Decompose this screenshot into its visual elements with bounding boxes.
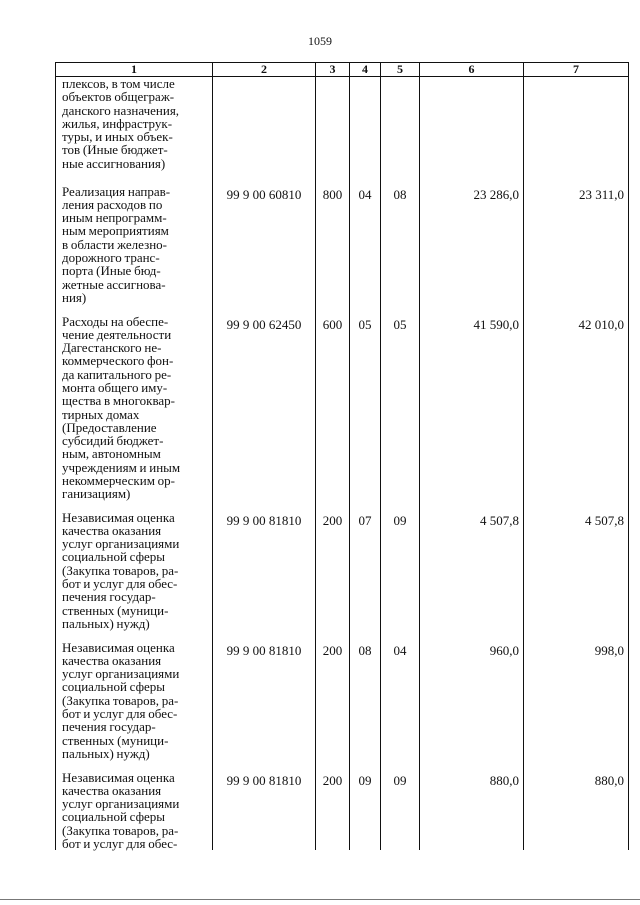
description-line: объектов общеграж- <box>62 89 175 105</box>
description-line: данского назначения, <box>62 102 180 118</box>
description-line: качества оказания <box>62 522 162 538</box>
amount-year-1: 4 507,8 <box>420 511 524 641</box>
expense-description <box>56 185 213 315</box>
description-line: Расходы на обеспе- <box>62 313 169 329</box>
description-line: качества оказания <box>62 652 162 668</box>
description-line: бот и услуг для обес- <box>62 705 178 721</box>
amount-year-2: 42 010,0 <box>524 315 629 511</box>
subsection-code <box>381 77 420 185</box>
description-line: качества оказания <box>62 782 162 798</box>
description-line: ным мероприятиям <box>62 223 169 239</box>
amount-year-1: 23 286,0 <box>420 185 524 315</box>
header-col-6: 6 <box>420 63 524 77</box>
description-line: плексов, в том числе <box>62 76 175 91</box>
amount-year-2: 23 311,0 <box>524 185 629 315</box>
header-col-7: 7 <box>524 63 629 77</box>
header-row <box>56 63 629 77</box>
table-row <box>56 315 629 511</box>
description-line: Независимая оценка <box>62 639 175 655</box>
header-col-1: 1 <box>56 63 213 77</box>
description-line: услуг организациями <box>62 796 180 812</box>
description-line: иным непрограмм- <box>62 210 167 226</box>
description-line: тирных домах <box>62 406 140 422</box>
header-col-3: 3 <box>316 63 350 77</box>
table-row <box>56 511 629 641</box>
description-line: некоммерческим ор- <box>62 473 176 489</box>
description-line: ния) <box>62 289 87 305</box>
description-line: туры, и иных объек- <box>62 129 173 145</box>
description-line: ления расходов по <box>62 196 163 212</box>
expense-description <box>56 771 213 851</box>
description-line: услуг организациями <box>62 666 180 682</box>
header-col-5: 5 <box>381 63 420 77</box>
page-number: 1059 <box>308 34 332 48</box>
description-line: Дагестанского не- <box>62 340 162 356</box>
description-line: печения государ- <box>62 589 156 605</box>
subsection-code: 09 <box>381 771 420 851</box>
description-line: Независимая оценка <box>62 509 175 525</box>
description-line: ные ассигнования) <box>62 155 166 171</box>
description-line: (Закупка товаров, ра- <box>62 562 179 578</box>
description-line: коммерческого фон- <box>62 353 174 369</box>
subsection-code: 04 <box>381 641 420 771</box>
section-code: 07 <box>350 511 381 641</box>
expense-description <box>56 315 213 511</box>
description-line: печения государ- <box>62 719 156 735</box>
description-line: (Закупка товаров, ра- <box>62 692 179 708</box>
description-line: монта общего иму- <box>62 379 168 395</box>
expense-description <box>56 641 213 771</box>
amount-year-2: 880,0 <box>524 771 629 851</box>
description-line: социальной сферы <box>62 809 166 825</box>
table-row <box>56 77 629 185</box>
section-code <box>350 77 381 185</box>
description-line: учреждениям и иным <box>62 459 181 475</box>
subsection-code: 08 <box>381 185 420 315</box>
expense-description <box>56 511 213 641</box>
description-line: порта (Иные бюд- <box>62 263 161 279</box>
expense-type-code: 800 <box>316 185 350 315</box>
description-line: в области железно- <box>62 236 168 252</box>
section-code: 05 <box>350 315 381 511</box>
description-line: ганизациям) <box>62 486 131 502</box>
amount-year-1: 880,0 <box>420 771 524 851</box>
amount-year-2 <box>524 77 629 185</box>
amount-year-1 <box>420 77 524 185</box>
description-line: услуг организациями <box>62 536 180 552</box>
section-code: 09 <box>350 771 381 851</box>
table-row <box>56 185 629 315</box>
expense-description <box>56 77 213 185</box>
target-article-code: 99 9 00 81810 <box>213 641 316 771</box>
description-line: социальной сферы <box>62 549 166 565</box>
description-line: пальных) нужд) <box>62 615 150 631</box>
description-line: тов (Иные бюджет- <box>62 142 168 158</box>
target-article-code: 99 9 00 81810 <box>213 511 316 641</box>
description-line: социальной сферы <box>62 679 166 695</box>
expense-type-code: 600 <box>316 315 350 511</box>
description-line: Реализация направ- <box>62 183 171 199</box>
header-col-4: 4 <box>350 63 381 77</box>
description-line: ственных (муници- <box>62 732 169 748</box>
description-line: щества в многоквар- <box>62 393 176 409</box>
target-article-code: 99 9 00 62450 <box>213 315 316 511</box>
subsection-code: 05 <box>381 315 420 511</box>
table-row <box>56 771 629 851</box>
expense-type-code <box>316 77 350 185</box>
description-line: жетные ассигнова- <box>62 276 166 292</box>
expense-type-code: 200 <box>316 641 350 771</box>
description-line: ным, автономным <box>62 446 161 462</box>
subsection-code: 09 <box>381 511 420 641</box>
description-line: бот и услуг для обес- <box>62 835 178 851</box>
expense-type-code: 200 <box>316 771 350 851</box>
target-article-code <box>213 77 316 185</box>
amount-year-1: 41 590,0 <box>420 315 524 511</box>
budget-table <box>55 62 629 850</box>
section-code: 08 <box>350 641 381 771</box>
description-line: жилья, инфраструк- <box>62 115 173 131</box>
expense-type-code: 200 <box>316 511 350 641</box>
amount-year-2: 4 507,8 <box>524 511 629 641</box>
description-line: (Закупка товаров, ра- <box>62 822 179 838</box>
description-line: ственных (муници- <box>62 602 169 618</box>
header-col-2: 2 <box>213 63 316 77</box>
description-line: бот и услуг для обес- <box>62 575 178 591</box>
description-line: пальных) нужд) <box>62 745 150 761</box>
description-line: Независимая оценка <box>62 769 175 785</box>
target-article-code: 99 9 00 81810 <box>213 771 316 851</box>
bottom-edge-rule <box>0 899 640 900</box>
description-line: (Предоставление <box>62 419 157 435</box>
description-line: чение деятельности <box>62 326 172 342</box>
description-line: да капитального ре- <box>62 366 172 382</box>
description-line: дорожного транс- <box>62 249 160 265</box>
table-body <box>56 77 629 851</box>
amount-year-2: 998,0 <box>524 641 629 771</box>
section-code: 04 <box>350 185 381 315</box>
table-row <box>56 641 629 771</box>
target-article-code: 99 9 00 60810 <box>213 185 316 315</box>
amount-year-1: 960,0 <box>420 641 524 771</box>
description-line: субсидий бюджет- <box>62 433 164 449</box>
